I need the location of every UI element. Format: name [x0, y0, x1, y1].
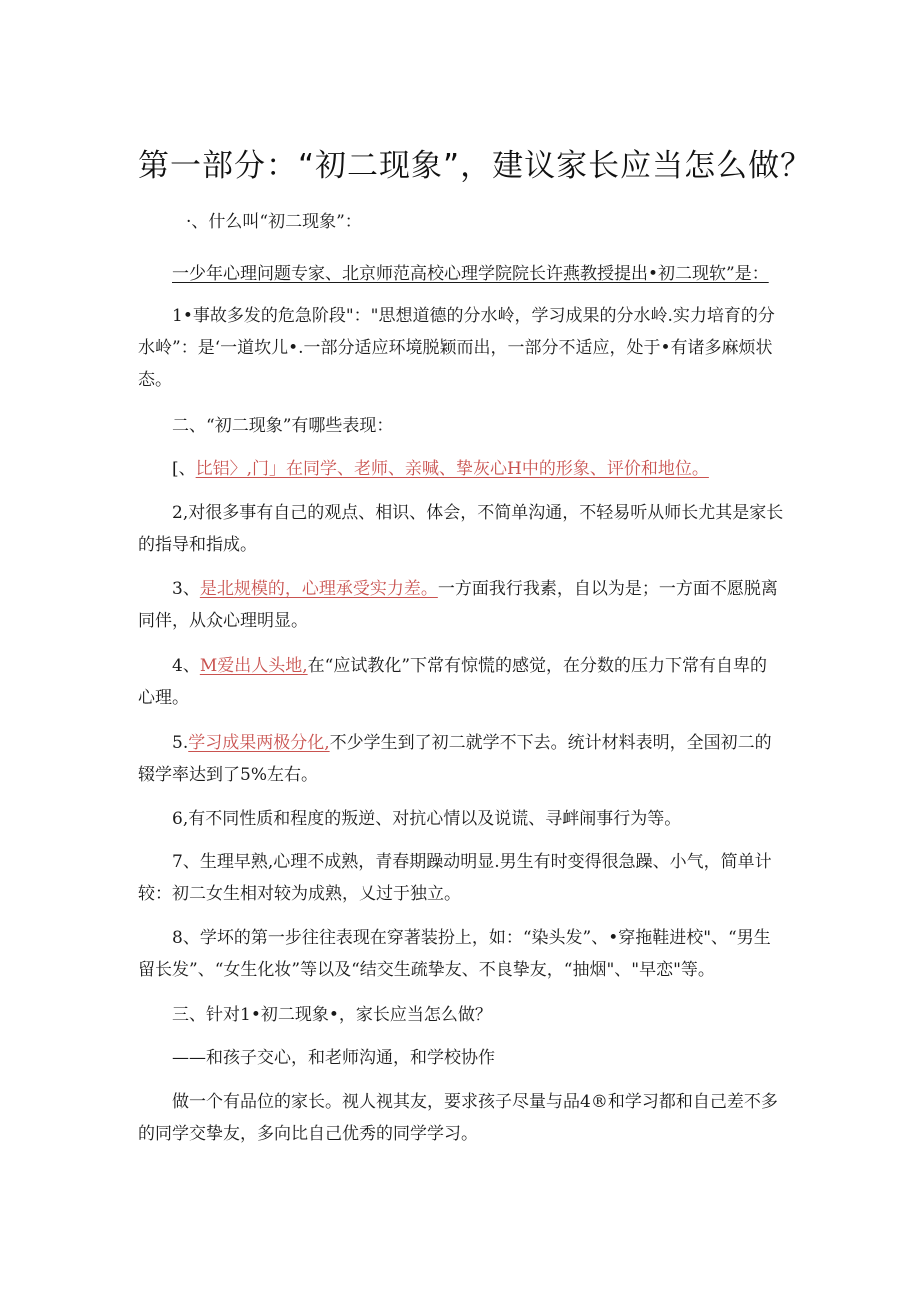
section-2-item-3 [138, 573, 784, 637]
item-5-highlight: 学习成果两极分化, [188, 733, 330, 753]
item-4-highlight: M爱出人头地, [199, 656, 308, 676]
section-3-subtitle: ——和孩子交心，和老师沟通，和学校协作 [172, 1048, 495, 1068]
section-2-item-7: 7、生理早熟,心理不成熟，青春期躁动明显.男生有时变得很急躁、小气，简单计较：初二女生相对较为成熟，乂过于独立。 [138, 852, 772, 904]
item-3-prefix: 3、 [172, 579, 200, 599]
section-1-point-1: 1•事故多发的危急阶段"："思想道德的分水岭，学习成果的分水岭.实力培育的分水岭”：是‘一道坎儿•.一部分适应环境脱颖而出，一部分不适应，处于•有诸多麻烦状态。 [138, 306, 775, 390]
item-4-prefix: 4、 [172, 656, 200, 676]
item-3-rest: 一方面我行我素，自以为是；一方面不愿脱离同伴，从众心理明显。 [138, 579, 778, 631]
item-1-prefix: [、 [172, 459, 196, 479]
page-title: 第一部分：“初二现象”，建议家长应当怎么做？ [138, 148, 813, 184]
section-2-item-4 [138, 650, 784, 714]
item-1-highlight: 比铝〉,门」在同学、老师、亲喊、挚灰心H中的形象、评价和地位。 [195, 459, 709, 479]
item-3-highlight: 是北规模的，心理承受实力差。 [199, 579, 438, 599]
section-2-item-6: 6,有不同性质和程度的叛逆、对抗心情以及说谎、寻衅闹事行为等。 [172, 809, 682, 829]
section-2-item-8: 8、学坏的第一步往往表现在穿著装扮上，如：“染头发”、•穿拖鞋进校"、“男生留长发”、“女生化妆”等以及“结交生疏挚友、不良挚友，“抽烟"、"早恋"等。 [138, 928, 771, 980]
section-1-intro [138, 258, 788, 290]
section-3-paragraph: 做一个有品位的家长。视人视其友，要求孩子尽量与品4®和学习都和自己差不多的同学交挚友，多向比自己优秀的同学学习。 [138, 1092, 778, 1144]
intro-text: 一少年心理问题专家、北京师范高校心理学院院长许燕教授提出•初二现软”是： [172, 264, 769, 284]
section-2-item-5 [138, 727, 784, 791]
section-3-heading: 三、针对1•初二现象•，家长应当怎么做？ [172, 1005, 492, 1025]
section-2-item-2: 2,对很多事有自己的观点、相识、体会，不简单沟通，不轻易听从师长尤其是家长的指导和指成。 [138, 503, 784, 555]
item-4-rest: 在“应试教化”下常有惊慌的感觉，在分数的压力下常有自卑的心理。 [138, 656, 768, 708]
section-2-heading: 二、“初二现象”有哪些表现： [172, 416, 394, 436]
section-1-heading: ·、什么叫“初二现象”： [186, 212, 362, 232]
item-5-rest: 不少学生到了初二就学不下去。统计材料表明，全国初二的辍学率达到了5%左右。 [138, 733, 772, 785]
item-5-prefix: 5. [172, 733, 189, 753]
section-2-item-1 [138, 453, 788, 485]
